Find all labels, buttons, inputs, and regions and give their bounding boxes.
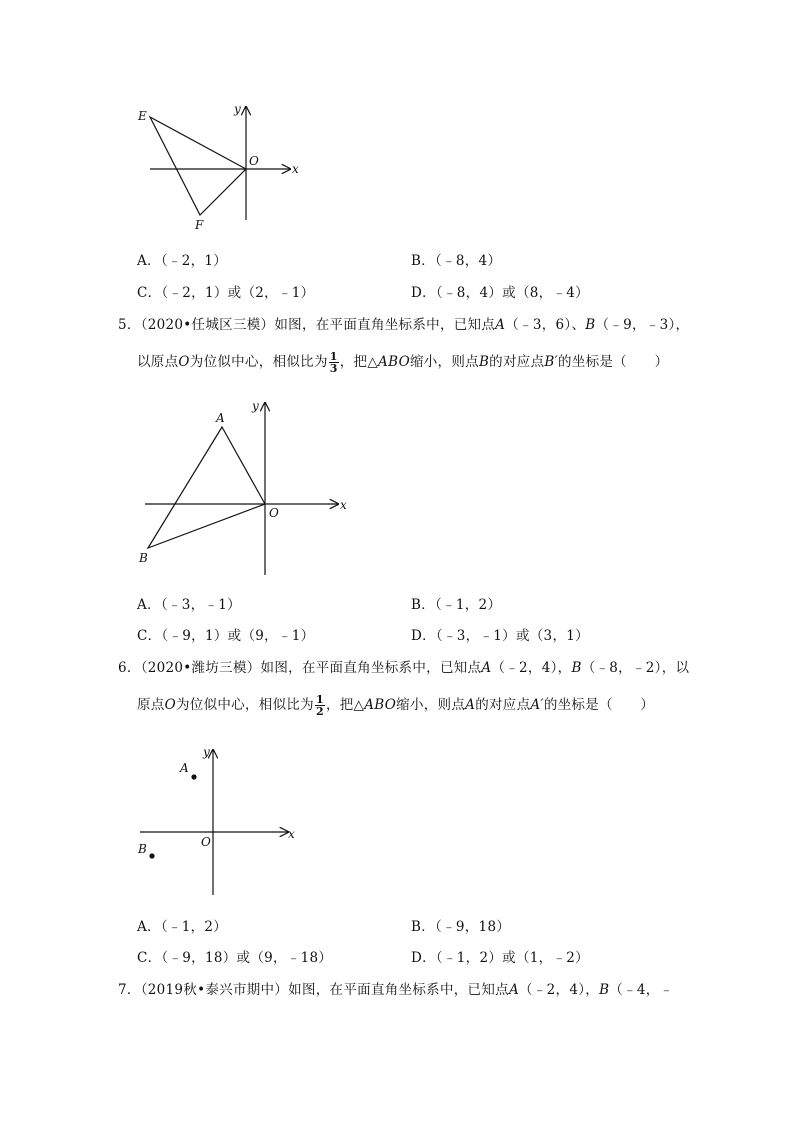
q5-stem-line2: 以原点O为位似中心，相似比为 $\frac{1}{3}$ ，把△ABO缩小，则点B的对应点B′的坐标是（ ） — [137, 350, 669, 375]
q6-ratio-fraction: $\frac{1}{2}$ — [315, 693, 324, 718]
q6-label-B: B — [138, 842, 147, 856]
q4-label-E: E — [138, 109, 147, 123]
q4-label-F: F — [195, 218, 204, 232]
q6-label-y: y — [203, 745, 210, 759]
q4-option-c[interactable]: C．（﹣2，1）或（2，﹣1） — [137, 285, 315, 301]
q4-figure — [130, 95, 310, 235]
q5-option-c[interactable]: C．（﹣9，1）或（9，﹣1） — [137, 628, 315, 644]
q4-label-O: O — [249, 154, 259, 168]
q5-stem-line1: 5．（2020•任城区三模）如图，在平面直角坐标系中，已知点A（﹣3，6）、B（﹣9，﹣3）， — [118, 317, 690, 333]
q6-label-A: A — [180, 761, 189, 775]
q5-figure — [130, 395, 360, 580]
q5-label-x: x — [340, 498, 347, 512]
q6-point-A — [191, 774, 196, 779]
q6-label-O: O — [201, 835, 211, 849]
q4-label-y: y — [234, 102, 241, 116]
q5-label-y: y — [252, 399, 259, 413]
q4-option-b[interactable]: B．（﹣8，4） — [411, 253, 502, 269]
q6-point-B — [149, 853, 154, 858]
q7-stem-line1: 7．（2019秋•泰兴市期中）如图，在平面直角坐标系中，已知点A（﹣2，4），B（﹣4，﹣ — [118, 982, 674, 998]
q5-triangle-ABO — [148, 427, 265, 548]
q6-stem-line2: 原点O为位似中心，相似比为 $\frac{1}{2}$ ，把△ABO缩小，则点A的对应点A′的坐标是（ ） — [137, 693, 655, 718]
q6-label-x: x — [288, 827, 295, 841]
q5-label-B: B — [139, 551, 148, 565]
q6-option-c[interactable]: C．（﹣9，18）或（9，﹣18） — [137, 950, 333, 966]
q4-option-a[interactable]: A．（﹣2，1） — [137, 253, 228, 269]
q6-option-b[interactable]: B．（﹣9，18） — [411, 919, 511, 935]
q6-option-d[interactable]: D．（﹣1，2）或（1，﹣2） — [411, 950, 589, 966]
q4-triangle-EOF — [150, 117, 246, 215]
q6-option-a[interactable]: A．（﹣1，2） — [137, 919, 228, 935]
q4-label-x: x — [292, 162, 299, 176]
q5-label-O: O — [269, 506, 279, 520]
q5-option-a[interactable]: A．（﹣3，﹣1） — [137, 597, 241, 613]
q6-stem-line1: 6．（2020•潍坊三模）如图，在平面直角坐标系中，已知点A（﹣2，4），B（﹣8，﹣2），以 — [118, 660, 690, 676]
q6-figure — [130, 740, 310, 900]
q5-option-d[interactable]: D．（﹣3，﹣1）或（3，1） — [411, 628, 589, 644]
q5-ratio-fraction: $\frac{1}{3}$ — [329, 350, 338, 375]
q4-option-d[interactable]: D．（﹣8，4）或（8，﹣4） — [411, 285, 589, 301]
q5-label-A: A — [216, 411, 225, 425]
q5-option-b[interactable]: B．（﹣1，2） — [411, 597, 502, 613]
